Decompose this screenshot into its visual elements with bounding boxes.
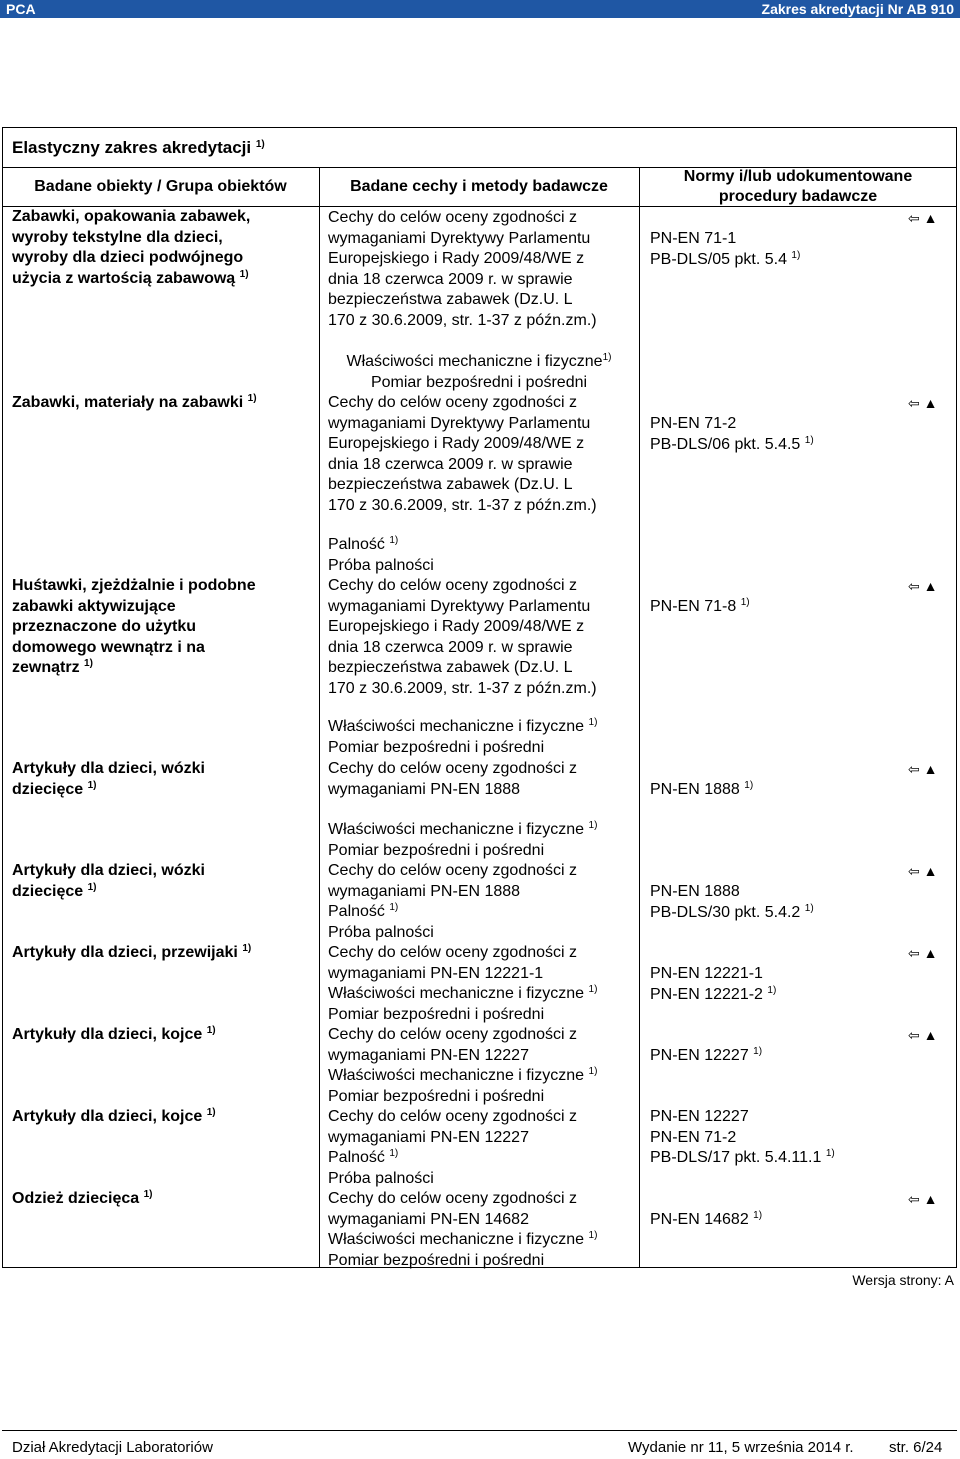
row4-norms: PN-EN 1888 $^{1)}$	[650, 780, 754, 798]
row7-norms: PN-EN 12227 $^{1)}$	[650, 1046, 763, 1064]
column-header-methods: Badane cechy i metody badawcze	[350, 178, 608, 195]
page-version: Wersja strony: A	[852, 1272, 954, 1288]
footer-page-number: str. 6/24	[889, 1439, 943, 1456]
row5-object: Artykuły dla dzieci, wózki dziecięce $^{1)}$	[12, 862, 205, 900]
row7-method: Cechy do celów oceny zgodności z wymaganiami PN-EN 12227 Właściwości mechaniczne i fizyczne $^{1)}$ Pomiar bezpośredni i pośredni	[328, 1026, 598, 1105]
row1-flex-arrows-icon: ⇦ ▲	[908, 210, 938, 226]
row6-method: Cechy do celów oceny zgodności z wymaganiami PN-EN 12221-1 Właściwości mechaniczne i fizyczne $^{1)}$ Pomiar bezpośredni i pośredni	[328, 944, 598, 1023]
row7-flex-arrows-icon: ⇦ ▲	[908, 1027, 938, 1043]
row7-object: Artykuły dla dzieci, kojce $^{1)}$	[12, 1025, 216, 1043]
row3-norms: PN-EN 71-8 $^{1)}$	[650, 597, 750, 615]
row6-flex-arrows-icon: ⇦ ▲	[908, 945, 938, 961]
document-header-bar	[0, 0, 960, 18]
row4-method: Cechy do celów oceny zgodności z wymaganiami PN-EN 1888	[328, 760, 578, 798]
row9-norms: PN-EN 14682 $^{1)}$	[650, 1210, 763, 1228]
footer-edition: Wydanie nr 11, 5 września 2014 r.	[628, 1439, 854, 1456]
row4-method-head: Właściwości mechaniczne i fizyczne $^{1)}$ Pomiar bezpośredni i pośredni	[328, 717, 598, 756]
row5-method: Cechy do celów oceny zgodności z wymaganiami PN-EN 1888 Palność $^{1)}$ Próba palności	[328, 862, 578, 941]
column-header-norms: Normy i/lub udokumentowane procedury badawcze	[683, 168, 913, 205]
row2-norms: PN-EN 71-2 PB-DLS/06 pkt. 5.4.5 $^{1)}$	[650, 415, 814, 453]
row1-object: Zabawki, opakowania zabawek, wyroby tekstylne dla dzieci, wyroby dla dzieci podwójnego użycia z wartością zabawową $^{1)}$	[12, 208, 251, 287]
column-divider-1	[319, 167, 320, 1268]
row2-object: Zabawki, materiały na zabawki $^{1)}$	[12, 393, 257, 411]
row9-method: Cechy do celów oceny zgodności z wymaganiami PN-EN 14682 Właściwości mechaniczne i fizyczne $^{1)}$ Pomiar bezpośredni i pośredni	[328, 1190, 598, 1269]
row6-norms: PN-EN 12221-1 PN-EN 12221-2 $^{1)}$	[650, 965, 777, 1003]
header-org: PCA	[6, 1, 36, 17]
row8-norms: PN-EN 12227 PN-EN 71-2 PB-DLS/17 pkt. 5.4.11.1 $^{1)}$	[650, 1108, 835, 1166]
row2-flex-arrows-icon: ⇦ ▲	[908, 395, 938, 411]
row1-norms: PN-EN 71-1 PB-DLS/05 pkt. 5.4 $^{1)}$	[650, 230, 801, 268]
row5-norms: PN-EN 1888 PB-DLS/30 pkt. 5.4.2 $^{1)}$	[650, 883, 814, 921]
row8-object: Artykuły dla dzieci, kojce $^{1)}$	[12, 1107, 216, 1125]
header-scope-number: Zakres akredytacji Nr AB 910	[761, 1, 954, 17]
row4-flex-arrows-icon: ⇦ ▲	[908, 761, 938, 777]
row5-flex-arrows-icon: ⇦ ▲	[908, 863, 938, 879]
table-title: Elastyczny zakres akredytacji $^{1)}$	[12, 138, 265, 157]
row2-method: Cechy do celów oceny zgodności z wymaganiami Dyrektywy Parlamentu Europejskiego i Rady 2009/48/WE z dnia 18 czerwca 2009 r. w sprawie bezpieczeństwa zabawek (Dz.U. L 170 z 30.6.2009, str. 1-37 z późn.zm.)	[328, 394, 597, 514]
row4-object: Artykuły dla dzieci, wózki dziecięce $^{1)}$	[12, 760, 205, 798]
row5-method-head: Właściwości mechaniczne i fizyczne $^{1)}$ Pomiar bezpośredni i pośredni	[328, 820, 598, 859]
column-divider-2	[639, 167, 640, 1268]
row3-method: Cechy do celów oceny zgodności z wymaganiami Dyrektywy Parlamentu Europejskiego i Rady 2009/48/WE z dnia 18 czerwca 2009 r. w sprawie bezpieczeństwa zabawek (Dz.U. L 170 z 30.6.2009, str. 1-37 z późn.zm.)	[328, 577, 597, 697]
row9-flex-arrows-icon: ⇦ ▲	[908, 1191, 938, 1207]
footer-department: Dział Akredytacji Laboratoriów	[12, 1439, 213, 1456]
row3-method-head: Palność $^{1)}$ Próba palności	[328, 535, 434, 574]
row8-method: Cechy do celów oceny zgodności z wymaganiami PN-EN 12227 Palność $^{1)}$ Próba palności	[328, 1108, 578, 1187]
row1-method: Cechy do celów oceny zgodności z wymaganiami Dyrektywy Parlamentu Europejskiego i Rady 2009/48/WE z dnia 18 czerwca 2009 r. w sprawie bezpieczeństwa zabawek (Dz.U. L 170 z 30.6.2009, str. 1-37 z późn.zm.)	[328, 209, 597, 329]
footer-divider	[2, 1430, 957, 1431]
row3-object: Huśtawki, zjeżdżalnie i podobne zabawki aktywizujące przeznaczone do użytku domowego wewnątrz i na zewnątrz $^{1)}$	[12, 577, 256, 676]
row6-object: Artykuły dla dzieci, przewijaki $^{1)}$	[12, 943, 252, 961]
column-header-objects: Badane obiekty / Grupa obiektów	[34, 178, 287, 195]
row9-object: Odzież dziecięca $^{1)}$	[12, 1189, 153, 1207]
row3-flex-arrows-icon: ⇦ ▲	[908, 578, 938, 594]
row2-method-head: Właściwości mechaniczne i fizyczne$^{1)}$ Pomiar bezpośredni i pośredni	[346, 352, 612, 391]
